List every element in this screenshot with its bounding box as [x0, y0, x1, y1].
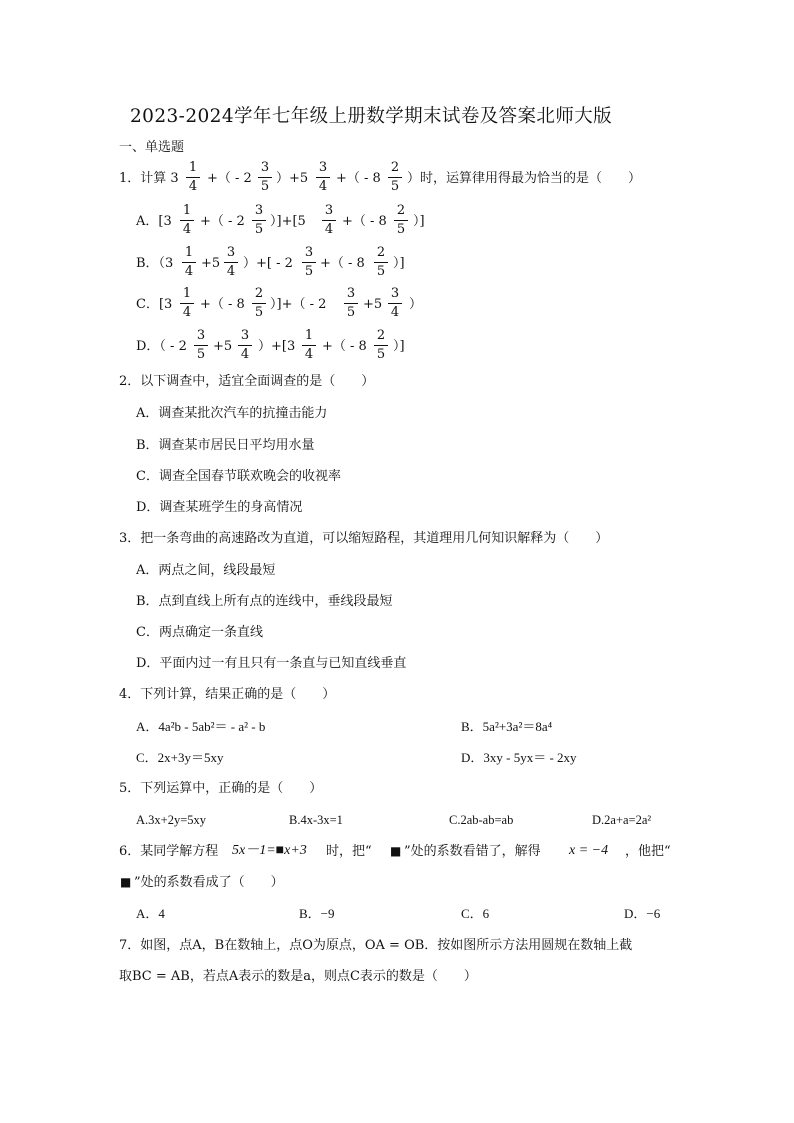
q4-option-d: D．3xy - 5yx＝ - 2xy: [461, 750, 577, 765]
q1-term: +（ - 8: [336, 171, 381, 186]
q6-text: 6．某同学解方程: [119, 844, 219, 859]
option-text: +（ - 8: [322, 339, 367, 354]
q6-option-a: A．4: [136, 906, 165, 921]
option-text: A．[3: [136, 214, 172, 229]
option-text: D．（ - 2: [136, 339, 187, 354]
q6-option-b: B．−9: [299, 906, 335, 921]
q1-term: ）+5: [276, 171, 309, 186]
q3-option-c: C．两点确定一条直线: [136, 625, 263, 640]
option-text: ）: [409, 297, 423, 312]
fraction: 3 4: [238, 329, 252, 362]
fraction: 1 4: [182, 246, 196, 279]
q1-term: ）时，运算律用得最为恰当的是（ ）: [407, 171, 642, 186]
fraction: 3 5: [258, 161, 272, 194]
q4-option-c: C．2x+3y＝5xy: [136, 750, 224, 765]
option-text: B．（3: [136, 256, 174, 271]
fraction: 2 5: [374, 329, 388, 362]
fraction: 3 5: [302, 246, 316, 279]
fraction: 1 4: [302, 329, 316, 362]
fraction: 2 5: [394, 204, 408, 237]
option-text: +5: [201, 256, 221, 271]
fraction: 1 4: [180, 204, 194, 237]
option-text: +（ - 2: [200, 214, 245, 229]
q6-blank-symbol: ■: [120, 875, 132, 889]
q6-text: ”处的系数看错了，解得: [404, 844, 541, 859]
q6-blank-symbol: ■: [390, 844, 402, 858]
fraction: 1 4: [180, 287, 194, 320]
q6-text: ”处的系数看成了（ ）: [134, 875, 284, 890]
option-text: +（ - 8: [342, 214, 387, 229]
q6-text: 时，把“: [326, 844, 372, 859]
page-title: 2023-2024学年七年级上册数学期末试卷及答案北师大版: [130, 106, 613, 127]
q4-option-a: A．4a²b - 5ab²＝ - a² - b: [136, 719, 266, 734]
option-text: ）]: [393, 256, 405, 271]
q6-equation: 5x－1=■x+3: [232, 843, 307, 858]
option-text: +5: [363, 297, 383, 312]
fraction: 3 4: [224, 246, 238, 279]
option-text: ）]: [413, 214, 425, 229]
q5-option-d: D.2a+a=2a²: [592, 813, 652, 827]
option-text: ）+[3: [258, 339, 296, 354]
fraction: 3 5: [252, 204, 266, 237]
question-7-line-1: 7．如图，点A，B在数轴上，点O为原点，OA = OB．按如图所示方法用圆规在数轴上截: [119, 938, 633, 953]
fraction: 3 4: [322, 204, 336, 237]
q1-prefix: 1．计算 3: [119, 171, 179, 186]
fraction: 3 5: [194, 329, 208, 362]
q5-option-c: C.2ab-ab=ab: [449, 813, 514, 827]
option-text: ）]: [393, 339, 405, 354]
option-text: +（ - 8: [200, 297, 245, 312]
option-text: +5: [213, 339, 233, 354]
fraction: 1 4: [186, 161, 200, 194]
section-heading: 一、单选题: [119, 140, 185, 155]
fraction: 3 5: [344, 287, 358, 320]
option-text: ）]+[5: [270, 214, 306, 229]
q3-option-a: A．两点之间，线段最短: [136, 563, 276, 578]
fraction: 3 4: [388, 287, 402, 320]
q3-option-b: B．点到直线上所有点的连线中，垂线段最短: [136, 594, 393, 609]
q6-text: ，他把“: [625, 844, 671, 859]
q2-option-b: B．调查某市居民日平均用水量: [136, 438, 315, 453]
q1-term: +（ - 2: [207, 171, 252, 186]
q2-option-c: C．调查全国春节联欢晚会的收视率: [136, 469, 341, 484]
question-5-stem: 5．下列运算中，正确的是（ ）: [119, 781, 323, 796]
question-3-stem: 3．把一条弯曲的高速路改为直道，可以缩短路程，其道理用几何知识解释为（ ）: [119, 531, 609, 546]
fraction: 2 5: [252, 287, 266, 320]
q3-option-d: D．平面内过一有且只有一条直与已知直线垂直: [136, 656, 407, 671]
question-4-stem: 4．下列计算，结果正确的是（ ）: [119, 687, 336, 702]
option-text: C．[3: [136, 297, 173, 312]
q5-option-b: B.4x-3x=1: [289, 813, 343, 827]
q4-option-b: B．5a²+3a²＝8a⁴: [461, 719, 553, 734]
fraction: 2 5: [374, 246, 388, 279]
fraction: 3 4: [316, 161, 330, 194]
q6-option-d: D．−6: [624, 906, 661, 921]
question-7-line-2: 取BC = AB，若点A表示的数是a，则点C表示的数是（ ）: [119, 969, 477, 984]
option-text: +（ - 8: [320, 256, 365, 271]
q6-option-c: C．6: [461, 906, 490, 921]
fraction: 2 5: [388, 161, 402, 194]
option-text: ）+[ - 2: [243, 256, 293, 271]
q5-option-a: A.3x+2y=5xy: [136, 813, 207, 827]
option-text: ）]+（ - 2: [270, 297, 327, 312]
q6-solution: x = −4: [569, 843, 609, 858]
question-2-stem: 2．以下调查中，适宜全面调查的是（ ）: [119, 374, 375, 389]
q2-option-d: D．调查某班学生的身高情况: [136, 500, 303, 515]
q2-option-a: A．调查某批次汽车的抗撞击能力: [136, 406, 328, 421]
